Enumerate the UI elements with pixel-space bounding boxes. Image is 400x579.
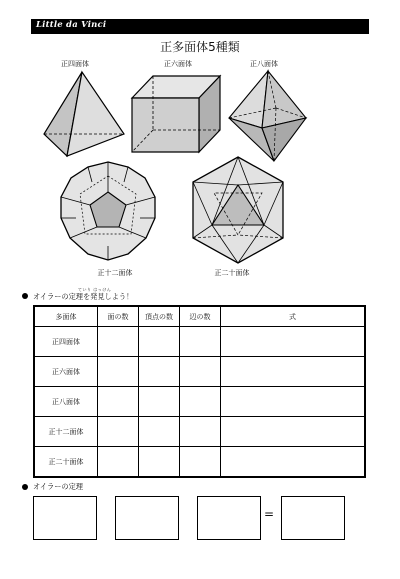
table-row bbox=[34, 417, 365, 447]
row-label: 正六面体 bbox=[34, 357, 98, 387]
octahedron-figure bbox=[226, 68, 310, 164]
formula-cell[interactable] bbox=[221, 417, 366, 447]
label-dodecahedron: 正十二面体 bbox=[97, 269, 133, 277]
faces-cell[interactable] bbox=[98, 357, 139, 387]
table-row bbox=[34, 327, 365, 357]
formula-cell[interactable] bbox=[221, 327, 366, 357]
vertices-cell[interactable] bbox=[139, 357, 180, 387]
table-header-row bbox=[34, 306, 365, 327]
vertices-cell[interactable] bbox=[139, 447, 180, 478]
tetrahedron-figure bbox=[40, 68, 130, 160]
header-logo: Little da Vinci bbox=[36, 20, 107, 30]
formula-box-2[interactable] bbox=[115, 496, 179, 540]
equals-sign: = bbox=[264, 507, 275, 521]
header-bar bbox=[31, 19, 369, 34]
faces-cell[interactable] bbox=[98, 387, 139, 417]
section2-label: オイラーの定理 bbox=[33, 482, 83, 491]
edges-cell[interactable] bbox=[180, 327, 221, 357]
formula-box-result[interactable] bbox=[281, 496, 345, 540]
table-row bbox=[34, 387, 365, 417]
bullet-section2 bbox=[22, 484, 28, 490]
formula-box-3[interactable] bbox=[197, 496, 261, 540]
edges-cell[interactable] bbox=[180, 387, 221, 417]
table-row bbox=[34, 357, 365, 387]
row-label: 正四面体 bbox=[34, 327, 98, 357]
row-label: 正十二面体 bbox=[34, 417, 98, 447]
label-icosahedron: 正二十面体 bbox=[214, 269, 250, 277]
formula-cell[interactable] bbox=[221, 357, 366, 387]
header-formula: 式 bbox=[221, 306, 366, 327]
header-vertices: 頂点の数 bbox=[139, 306, 180, 327]
header-polyhedron: 多面体 bbox=[34, 306, 98, 327]
section1-label: オイラーの定理を発見しよう！ bbox=[33, 292, 134, 301]
vertices-cell[interactable] bbox=[139, 417, 180, 447]
vertices-cell[interactable] bbox=[139, 387, 180, 417]
page-title: 正多面体5種類 bbox=[160, 40, 240, 54]
edges-cell[interactable] bbox=[180, 447, 221, 478]
label-octahedron: 正八面体 bbox=[250, 60, 278, 68]
bullet-section1 bbox=[22, 293, 28, 299]
formula-cell[interactable] bbox=[221, 387, 366, 417]
section1-ruby: ていり はっけん bbox=[78, 287, 112, 292]
label-hexahedron: 正六面体 bbox=[164, 60, 192, 68]
label-tetrahedron: 正四面体 bbox=[61, 60, 89, 68]
edges-cell[interactable] bbox=[180, 417, 221, 447]
faces-cell[interactable] bbox=[98, 417, 139, 447]
hexahedron-figure bbox=[126, 72, 226, 156]
dodecahedron-figure bbox=[56, 160, 160, 264]
faces-cell[interactable] bbox=[98, 447, 139, 478]
table-row bbox=[34, 447, 365, 478]
icosahedron-figure bbox=[188, 155, 288, 267]
faces-cell[interactable] bbox=[98, 327, 139, 357]
edges-cell[interactable] bbox=[180, 357, 221, 387]
row-label: 正八面体 bbox=[34, 387, 98, 417]
header-faces: 面の数 bbox=[98, 306, 139, 327]
row-label: 正二十面体 bbox=[34, 447, 98, 478]
header-edges: 辺の数 bbox=[180, 306, 221, 327]
formula-cell[interactable] bbox=[221, 447, 366, 478]
euler-table bbox=[33, 305, 366, 478]
vertices-cell[interactable] bbox=[139, 327, 180, 357]
formula-box-1[interactable] bbox=[33, 496, 97, 540]
